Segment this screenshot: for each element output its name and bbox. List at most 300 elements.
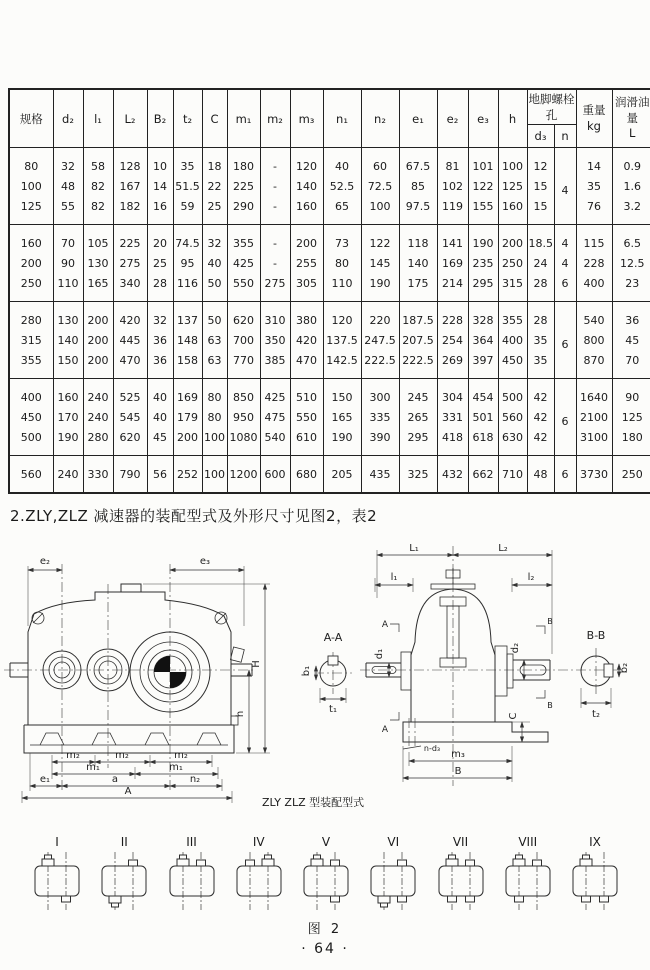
table-cell: 475 xyxy=(260,407,290,427)
table-cell: 305 xyxy=(290,273,323,302)
table-cell: - xyxy=(260,148,290,177)
table-cell: 330 xyxy=(83,456,113,494)
table-cell: 10 xyxy=(147,148,173,177)
col-header-anchor-bolt-group: 地脚螺栓孔 xyxy=(527,89,576,125)
table-cell: 140 xyxy=(399,253,437,273)
assembly-type-label: IV xyxy=(252,835,265,849)
table-cell: 130 xyxy=(53,302,83,331)
table-cell: 160 xyxy=(9,225,53,254)
assembly-type-icon xyxy=(29,850,85,912)
table-cell: 12 xyxy=(527,148,554,177)
table-cell: 45 xyxy=(612,330,650,350)
table-cell: 73 xyxy=(323,225,361,254)
section-mark-A: A xyxy=(381,725,389,735)
dim-label-h: h xyxy=(235,710,246,718)
table-cell: 25 xyxy=(147,253,173,273)
table-cell: 710 xyxy=(498,456,527,494)
col-header-L2: L₂ xyxy=(113,89,147,148)
dim-label-B: B xyxy=(454,766,462,777)
dim-label-A: A xyxy=(124,786,132,797)
table-cell: 620 xyxy=(113,427,147,456)
table-cell: 275 xyxy=(113,253,147,273)
table-cell: 545 xyxy=(113,407,147,427)
table-cell: 182 xyxy=(113,196,147,225)
table-cell: 125 xyxy=(9,196,53,225)
table-cell: 36 xyxy=(612,302,650,331)
section-mark-B: B xyxy=(547,617,553,626)
table-cell: 200 xyxy=(9,253,53,273)
table-cell: 6.5 xyxy=(612,225,650,254)
col-header-m2: m₂ xyxy=(260,89,290,148)
table-cell: 140 xyxy=(53,330,83,350)
weight-label: 重量 xyxy=(582,102,606,117)
table-cell: 150 xyxy=(53,350,83,379)
table-cell: 180 xyxy=(227,148,260,177)
col-header-h: h xyxy=(498,89,527,148)
table-cell: 40 xyxy=(323,148,361,177)
table-cell: 200 xyxy=(83,350,113,379)
table-cell: 620 xyxy=(227,302,260,331)
table-cell: 610 xyxy=(290,427,323,456)
table-cell: 400 xyxy=(498,330,527,350)
table-cell: 137.5 xyxy=(323,330,361,350)
table-cell: 247.5 xyxy=(361,330,399,350)
table-cell: 35 xyxy=(527,350,554,379)
table-cell: 200 xyxy=(83,330,113,350)
table-cell: 160 xyxy=(53,379,83,408)
table-cell: 275 xyxy=(260,273,290,302)
dim-label-m2: m₂ xyxy=(66,750,80,761)
table-cell: 32 xyxy=(147,302,173,331)
table-cell: 222.5 xyxy=(399,350,437,379)
table-cell: 16 xyxy=(147,196,173,225)
col-header-m1: m₁ xyxy=(227,89,260,148)
table-cell: 225 xyxy=(227,176,260,196)
table-cell: 380 xyxy=(290,302,323,331)
table-cell: 235 xyxy=(468,253,498,273)
table-cell: 74.5 xyxy=(173,225,202,254)
table-cell: 100 xyxy=(498,148,527,177)
figure-caption: 图 2 xyxy=(307,922,343,937)
table-cell: 125 xyxy=(612,407,650,427)
table-cell: 70 xyxy=(53,225,83,254)
table-cell: 120 xyxy=(323,302,361,331)
assembly-type-label: I xyxy=(55,835,59,849)
table-cell: 335 xyxy=(361,407,399,427)
table-cell: 58 xyxy=(83,148,113,177)
table-cell: 560 xyxy=(498,407,527,427)
table-cell: 200 xyxy=(290,225,323,254)
table-cell: 870 xyxy=(576,350,612,379)
table-cell: 254 xyxy=(437,330,468,350)
table-cell: 800 xyxy=(576,330,612,350)
col-header-weight xyxy=(576,89,612,148)
assembly-type-icon xyxy=(365,850,421,912)
section-mark-A: A xyxy=(381,620,389,630)
assembly-type-VII xyxy=(432,835,490,916)
table-cell: 770 xyxy=(227,350,260,379)
table-cell: 169 xyxy=(173,379,202,408)
table-cell: 200 xyxy=(173,427,202,456)
dim-label-l2: l₂ xyxy=(527,572,535,583)
table-cell: 179 xyxy=(173,407,202,427)
dim-label-l1: l₁ xyxy=(390,572,398,583)
table-cell: 540 xyxy=(576,302,612,331)
dim-label-n2: n₂ xyxy=(189,774,201,785)
table-cell: 100 xyxy=(202,427,227,456)
cell-n-merged: 6 xyxy=(554,379,576,456)
dim-label-d2: d₂ xyxy=(510,642,521,654)
assembly-type-VI xyxy=(364,835,422,916)
table-cell: 50 xyxy=(202,302,227,331)
table-cell: 454 xyxy=(468,379,498,408)
table-cell: 470 xyxy=(290,350,323,379)
table-cell: 15 xyxy=(527,176,554,196)
table-cell: 205 xyxy=(323,456,361,494)
col-header-n: n xyxy=(554,125,576,148)
table-cell: 450 xyxy=(498,350,527,379)
table-cell: 295 xyxy=(399,427,437,456)
table-cell: 165 xyxy=(323,407,361,427)
cell-n-merged: 4 xyxy=(554,148,576,225)
table-cell: 110 xyxy=(323,273,361,302)
table-cell: 425 xyxy=(260,379,290,408)
table-cell: 55 xyxy=(53,196,83,225)
table-cell: 265 xyxy=(399,407,437,427)
table-cell: 137 xyxy=(173,302,202,331)
table-cell: 255 xyxy=(290,253,323,273)
cell-n-merged: 6 xyxy=(554,302,576,379)
dim-label-m3: m₃ xyxy=(451,749,465,760)
col-header-d2: d₂ xyxy=(53,89,83,148)
table-cell: 315 xyxy=(9,330,53,350)
table-cell: 115 xyxy=(576,225,612,254)
table-cell: 141 xyxy=(437,225,468,254)
table-cell: 1640 xyxy=(576,379,612,408)
table-cell: 228 xyxy=(437,302,468,331)
table-cell: 1200 xyxy=(227,456,260,494)
table-cell: 65 xyxy=(323,196,361,225)
section-title: 2.ZLY,ZLZ 减速器的装配型式及外形尺寸见图2，表2 xyxy=(10,507,378,525)
dim-label-a: a xyxy=(111,774,119,785)
oil-label: 润滑油量 xyxy=(615,95,650,125)
table-cell: 510 xyxy=(290,379,323,408)
table-cell: 85 xyxy=(399,176,437,196)
table-cell: 190 xyxy=(323,427,361,456)
table-cell: 40 xyxy=(147,407,173,427)
table-cell: 165 xyxy=(83,273,113,302)
table-cell: 350 xyxy=(260,330,290,350)
table-cell: 328 xyxy=(468,302,498,331)
table-cell: 72.5 xyxy=(361,176,399,196)
dim-label-t2: t₂ xyxy=(592,709,600,720)
table-cell: 110 xyxy=(53,273,83,302)
dim-label-nd3: n-d₃ xyxy=(423,744,441,753)
table-cell: 280 xyxy=(9,302,53,331)
table-cell: 52.5 xyxy=(323,176,361,196)
dim-label-L2: L₂ xyxy=(498,543,508,554)
dim-label-m2: m₂ xyxy=(115,750,129,761)
dim-label-e2: e₂ xyxy=(39,556,51,567)
table-cell: 63 xyxy=(202,330,227,350)
table-cell: 550 xyxy=(227,273,260,302)
table-cell: 80 xyxy=(9,148,53,177)
table-cell: 400 xyxy=(576,273,612,302)
table-cell: 122 xyxy=(361,225,399,254)
table-cell: 250 xyxy=(612,456,650,494)
col-header-e1: e₁ xyxy=(399,89,437,148)
table-cell: 24 xyxy=(527,253,554,273)
table-cell: 190 xyxy=(53,427,83,456)
table-cell: 130 xyxy=(83,253,113,273)
assembly-type-IX xyxy=(566,835,624,916)
table-cell: 340 xyxy=(113,273,147,302)
dim-label-m2: m₂ xyxy=(174,750,188,761)
table-cell: 1.6 xyxy=(612,176,650,196)
assembly-type-icon xyxy=(298,850,354,912)
table-cell: 82 xyxy=(83,176,113,196)
table-cell: 525 xyxy=(113,379,147,408)
drawing-caption: ZLY ZLZ 型装配型式 xyxy=(262,796,365,809)
table-cell: 56 xyxy=(147,456,173,494)
oil-unit: L xyxy=(629,126,636,141)
table-cell: 51.5 xyxy=(173,176,202,196)
table-cell: 418 xyxy=(437,427,468,456)
table-cell: 560 xyxy=(9,456,53,494)
table-cell: 240 xyxy=(53,456,83,494)
table-cell: 200 xyxy=(498,225,527,254)
assembly-type-label: VIII xyxy=(518,835,538,849)
col-header-n1: n₁ xyxy=(323,89,361,148)
table-cell: 280 xyxy=(83,427,113,456)
table-cell: 80 xyxy=(323,253,361,273)
assembly-type-label: VII xyxy=(452,835,469,849)
dim-label-e3: e₃ xyxy=(199,556,211,567)
table-cell: 20 xyxy=(147,225,173,254)
assembly-type-I xyxy=(28,835,86,916)
table-cell: 190 xyxy=(361,273,399,302)
table-cell: 28 xyxy=(147,273,173,302)
weight-unit: kg xyxy=(587,118,601,133)
table-cell: 42 xyxy=(527,407,554,427)
table-cell: 355 xyxy=(227,225,260,254)
assembly-type-diagrams xyxy=(28,835,624,916)
table-cell: 42 xyxy=(527,427,554,456)
col-header-e2: e₂ xyxy=(437,89,468,148)
table-cell: 50 xyxy=(202,273,227,302)
table-cell: 420 xyxy=(290,330,323,350)
table-cell: 100 xyxy=(202,456,227,494)
table-cell: 300 xyxy=(361,379,399,408)
table-cell: 315 xyxy=(498,273,527,302)
table-cell: 23 xyxy=(612,273,650,302)
table-cell: 125 xyxy=(498,176,527,196)
table-cell: 160 xyxy=(290,196,323,225)
table-cell: 3100 xyxy=(576,427,612,456)
table-cell: 245 xyxy=(399,379,437,408)
dim-label-b1: b₁ xyxy=(301,665,312,677)
table-cell: 90 xyxy=(53,253,83,273)
table-cell: 148 xyxy=(173,330,202,350)
table-cell: 35 xyxy=(576,176,612,196)
table-cell: 142.5 xyxy=(323,350,361,379)
table-cell: 310 xyxy=(260,302,290,331)
table-cell: 700 xyxy=(227,330,260,350)
table-cell: 14 xyxy=(147,176,173,196)
table-cell: 250 xyxy=(498,253,527,273)
table-cell: 222.5 xyxy=(361,350,399,379)
assembly-type-icon xyxy=(500,850,556,912)
assembly-type-label: II xyxy=(120,835,128,849)
table-cell: 42 xyxy=(527,379,554,408)
table-cell: 15 xyxy=(527,196,554,225)
assembly-type-label: VI xyxy=(387,835,400,849)
section-mark-B: B xyxy=(547,701,553,710)
table-cell: 390 xyxy=(361,427,399,456)
table-cell: 67.5 xyxy=(399,148,437,177)
table-cell: 618 xyxy=(468,427,498,456)
spec-table xyxy=(8,88,650,494)
table-cell: 40 xyxy=(147,379,173,408)
assembly-type-II xyxy=(95,835,153,916)
table-cell: 59 xyxy=(173,196,202,225)
col-header-l1: l₁ xyxy=(83,89,113,148)
table-cell: 76 xyxy=(576,196,612,225)
table-cell: 122 xyxy=(468,176,498,196)
table-cell: 167 xyxy=(113,176,147,196)
table-cell: 81 xyxy=(437,148,468,177)
table-cell: 102 xyxy=(437,176,468,196)
table-cell: 240 xyxy=(83,379,113,408)
table-cell: 170 xyxy=(53,407,83,427)
table-cell: 252 xyxy=(173,456,202,494)
table-cell: 3730 xyxy=(576,456,612,494)
table-cell: 295 xyxy=(468,273,498,302)
table-cell: 250 xyxy=(9,273,53,302)
table-cell: 80 xyxy=(202,407,227,427)
table-cell: 175 xyxy=(399,273,437,302)
assembly-type-icon xyxy=(164,850,220,912)
table-cell: 0.9 xyxy=(612,148,650,177)
table-cell: 4 xyxy=(554,253,576,273)
table-cell: 28 xyxy=(527,273,554,302)
table-cell: - xyxy=(260,253,290,273)
table-cell: 190 xyxy=(468,225,498,254)
table-cell: 207.5 xyxy=(399,330,437,350)
table-cell: 63 xyxy=(202,350,227,379)
table-cell: 1080 xyxy=(227,427,260,456)
dim-label-H: H xyxy=(251,660,262,668)
table-cell: 155 xyxy=(468,196,498,225)
table-cell: 240 xyxy=(83,407,113,427)
table-cell: 214 xyxy=(437,273,468,302)
table-cell: 150 xyxy=(323,379,361,408)
table-cell: 355 xyxy=(498,302,527,331)
table-cell: 118 xyxy=(399,225,437,254)
table-cell: - xyxy=(260,196,290,225)
table-cell: 140 xyxy=(290,176,323,196)
assembly-type-III xyxy=(163,835,221,916)
table-cell: 225 xyxy=(113,225,147,254)
assembly-type-label: IX xyxy=(589,835,601,849)
dim-label-L1: L₁ xyxy=(409,543,419,554)
front-view xyxy=(4,556,270,803)
dim-label-m1: m₁ xyxy=(86,762,100,773)
table-cell: 35 xyxy=(527,330,554,350)
table-cell: 420 xyxy=(113,302,147,331)
table-cell: 425 xyxy=(227,253,260,273)
table-cell: 116 xyxy=(173,273,202,302)
table-cell: 45 xyxy=(147,427,173,456)
assembly-type-IV xyxy=(230,835,288,916)
table-cell: 290 xyxy=(227,196,260,225)
col-header-e3: e₃ xyxy=(468,89,498,148)
table-cell: 2100 xyxy=(576,407,612,427)
table-cell: 435 xyxy=(361,456,399,494)
table-cell: 82 xyxy=(83,196,113,225)
table-cell: 14 xyxy=(576,148,612,177)
table-cell: 200 xyxy=(83,302,113,331)
table-cell: 60 xyxy=(361,148,399,177)
table-cell: 385 xyxy=(260,350,290,379)
dim-label-C: C xyxy=(508,712,519,720)
table-cell: 48 xyxy=(527,456,554,494)
table-cell: 70 xyxy=(612,350,650,379)
table-cell: 364 xyxy=(468,330,498,350)
table-cell: 600 xyxy=(260,456,290,494)
table-cell: 36 xyxy=(147,350,173,379)
section-b-b xyxy=(581,629,630,720)
table-cell: 48 xyxy=(53,176,83,196)
table-cell: 6 xyxy=(554,273,576,302)
table-cell: 160 xyxy=(498,196,527,225)
assembly-type-label: V xyxy=(321,835,331,849)
table-cell: 158 xyxy=(173,350,202,379)
table-cell: 500 xyxy=(9,427,53,456)
dim-label-t1: t₁ xyxy=(329,704,337,715)
gearbox-drawing xyxy=(0,540,650,825)
table-cell: 550 xyxy=(290,407,323,427)
table-cell: - xyxy=(260,225,290,254)
table-cell: 100 xyxy=(361,196,399,225)
table-cell: 950 xyxy=(227,407,260,427)
table-cell: 22 xyxy=(202,176,227,196)
assembly-type-V xyxy=(297,835,355,916)
table-cell: 3.2 xyxy=(612,196,650,225)
table-cell: 304 xyxy=(437,379,468,408)
table-cell: 850 xyxy=(227,379,260,408)
table-cell: 35 xyxy=(173,148,202,177)
table-cell: 90 xyxy=(612,379,650,408)
table-cell: 228 xyxy=(576,253,612,273)
table-cell: 470 xyxy=(113,350,147,379)
col-header-d3: d₃ xyxy=(527,125,554,148)
col-header-n2: n₂ xyxy=(361,89,399,148)
assembly-type-VIII xyxy=(499,835,557,916)
assembly-type-icon xyxy=(96,850,152,912)
table-cell: 180 xyxy=(612,427,650,456)
table-cell: 97.5 xyxy=(399,196,437,225)
table-cell: 400 xyxy=(9,379,53,408)
table-cell: 32 xyxy=(53,148,83,177)
table-cell: 40 xyxy=(202,253,227,273)
table-cell: 25 xyxy=(202,196,227,225)
col-header-oil xyxy=(612,89,650,148)
col-header-spec: 规格 xyxy=(9,89,53,148)
table-cell: 355 xyxy=(9,350,53,379)
dim-label-m1: m₁ xyxy=(169,762,183,773)
table-cell: 80 xyxy=(202,379,227,408)
